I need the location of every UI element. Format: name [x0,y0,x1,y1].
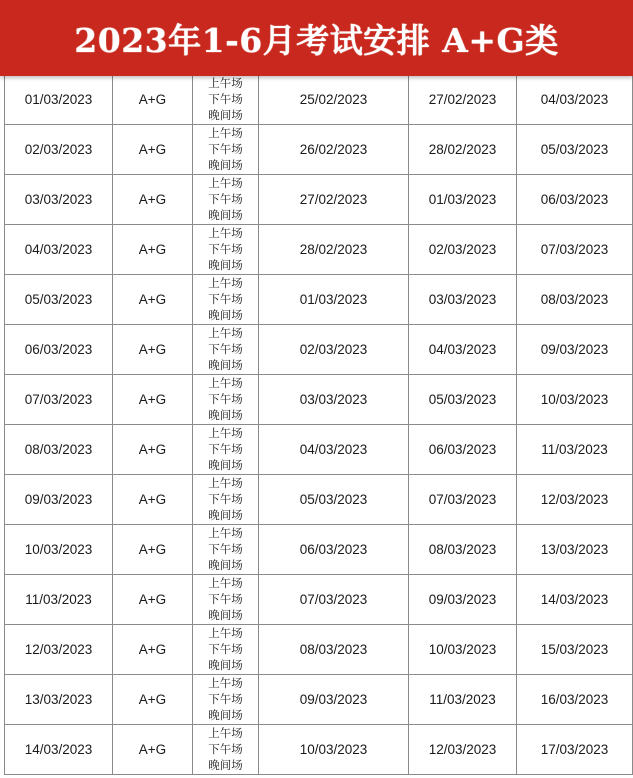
session-label: 上午场 [208,377,243,390]
exam-date-cell: 06/03/2023 [5,325,113,375]
date-cell-3: 09/03/2023 [517,325,633,375]
date-cell-1: 04/03/2023 [259,425,409,475]
table-row [5,525,633,575]
date-cell-3: 17/03/2023 [517,725,633,775]
session-label: 晚间场 [208,259,243,272]
exam-date-cell: 08/03/2023 [5,425,113,475]
session-label: 上午场 [208,477,243,490]
module-cell: A+G [113,175,193,225]
session-label: 晚间场 [208,309,243,322]
date-cell-3: 06/03/2023 [517,175,633,225]
date-cell-2: 08/03/2023 [409,525,517,575]
date-cell-3: 05/03/2023 [517,125,633,175]
session-label: 下午场 [208,543,243,556]
session-label: 上午场 [208,177,243,190]
table-row [5,675,633,725]
module-cell: A+G [113,475,193,525]
module-cell: A+G [113,375,193,425]
session-cell [193,475,259,525]
date-cell-3: 10/03/2023 [517,375,633,425]
date-cell-1: 03/03/2023 [259,375,409,425]
session-label: 晚间场 [208,609,243,622]
date-cell-3: 11/03/2023 [517,425,633,475]
date-cell-2: 11/03/2023 [409,675,517,725]
session-label: 下午场 [208,343,243,356]
title-banner [0,0,633,76]
exam-date-cell: 05/03/2023 [5,275,113,325]
exam-date-cell: 07/03/2023 [5,375,113,425]
session-label: 下午场 [208,593,243,606]
schedule-table-container [4,74,632,775]
table-row [5,275,633,325]
session-label: 下午场 [208,643,243,656]
table-row [5,625,633,675]
exam-date-cell: 09/03/2023 [5,475,113,525]
table-row [5,325,633,375]
table-row [5,125,633,175]
session-label: 晚间场 [208,459,243,472]
session-label: 晚间场 [208,559,243,572]
exam-date-cell: 04/03/2023 [5,225,113,275]
session-cell [193,325,259,375]
session-cell [193,425,259,475]
date-cell-2: 05/03/2023 [409,375,517,425]
date-cell-2: 04/03/2023 [409,325,517,375]
session-label: 下午场 [208,443,243,456]
date-cell-2: 27/02/2023 [409,75,517,125]
table-row [5,425,633,475]
date-cell-3: 14/03/2023 [517,575,633,625]
date-cell-1: 06/03/2023 [259,525,409,575]
session-cell [193,225,259,275]
table-row [5,75,633,125]
module-cell: A+G [113,675,193,725]
session-label: 上午场 [208,227,243,240]
schedule-table [4,74,633,775]
exam-date-cell: 11/03/2023 [5,575,113,625]
date-cell-1: 26/02/2023 [259,125,409,175]
session-label: 下午场 [208,93,243,106]
date-cell-3: 12/03/2023 [517,475,633,525]
exam-date-cell: 12/03/2023 [5,625,113,675]
module-cell: A+G [113,525,193,575]
session-cell [193,625,259,675]
date-cell-3: 08/03/2023 [517,275,633,325]
exam-date-cell: 03/03/2023 [5,175,113,225]
date-cell-2: 09/03/2023 [409,575,517,625]
date-cell-1: 08/03/2023 [259,625,409,675]
date-cell-3: 15/03/2023 [517,625,633,675]
session-label: 下午场 [208,393,243,406]
date-cell-3: 07/03/2023 [517,225,633,275]
module-cell: A+G [113,425,193,475]
date-cell-1: 07/03/2023 [259,575,409,625]
module-cell: A+G [113,325,193,375]
exam-date-cell: 01/03/2023 [5,75,113,125]
module-cell: A+G [113,125,193,175]
session-label: 晚间场 [208,759,243,772]
session-label: 下午场 [208,193,243,206]
session-cell [193,675,259,725]
session-label: 上午场 [208,527,243,540]
exam-date-cell: 14/03/2023 [5,725,113,775]
session-cell [193,75,259,125]
exam-date-cell: 02/03/2023 [5,125,113,175]
session-label: 上午场 [208,127,243,140]
exam-date-cell: 13/03/2023 [5,675,113,725]
session-cell [193,725,259,775]
date-cell-3: 04/03/2023 [517,75,633,125]
session-cell [193,175,259,225]
session-cell [193,125,259,175]
session-cell [193,375,259,425]
table-row [5,725,633,775]
session-label: 晚间场 [208,209,243,222]
table-row [5,375,633,425]
date-cell-2: 03/03/2023 [409,275,517,325]
session-label: 下午场 [208,293,243,306]
date-cell-1: 25/02/2023 [259,75,409,125]
date-cell-2: 12/03/2023 [409,725,517,775]
date-cell-1: 02/03/2023 [259,325,409,375]
date-cell-1: 10/03/2023 [259,725,409,775]
session-label: 晚间场 [208,409,243,422]
session-cell [193,275,259,325]
table-row [5,475,633,525]
table-row [5,175,633,225]
session-cell [193,525,259,575]
session-label: 晚间场 [208,109,243,122]
date-cell-1: 05/03/2023 [259,475,409,525]
session-label: 晚间场 [208,509,243,522]
date-cell-2: 07/03/2023 [409,475,517,525]
module-cell: A+G [113,75,193,125]
date-cell-2: 28/02/2023 [409,125,517,175]
session-label: 上午场 [208,727,243,740]
session-label: 下午场 [208,243,243,256]
session-label: 晚间场 [208,659,243,672]
schedule-table-body [5,75,633,775]
date-cell-1: 27/02/2023 [259,175,409,225]
session-label: 晚间场 [208,159,243,172]
session-label: 晚间场 [208,359,243,372]
date-cell-1: 01/03/2023 [259,275,409,325]
date-cell-1: 28/02/2023 [259,225,409,275]
page-title: 2023年1-6月考试安排 A+G类 [74,20,559,60]
date-cell-2: 06/03/2023 [409,425,517,475]
session-label: 下午场 [208,693,243,706]
date-cell-3: 13/03/2023 [517,525,633,575]
session-label: 下午场 [208,743,243,756]
session-label: 上午场 [208,627,243,640]
session-label: 上午场 [208,327,243,340]
module-cell: A+G [113,275,193,325]
table-row [5,575,633,625]
session-label: 上午场 [208,277,243,290]
date-cell-2: 01/03/2023 [409,175,517,225]
module-cell: A+G [113,225,193,275]
module-cell: A+G [113,575,193,625]
session-label: 晚间场 [208,709,243,722]
session-label: 上午场 [208,77,243,90]
exam-date-cell: 10/03/2023 [5,525,113,575]
session-label: 上午场 [208,677,243,690]
session-label: 下午场 [208,143,243,156]
module-cell: A+G [113,725,193,775]
date-cell-3: 16/03/2023 [517,675,633,725]
session-label: 下午场 [208,493,243,506]
session-cell [193,575,259,625]
date-cell-2: 02/03/2023 [409,225,517,275]
module-cell: A+G [113,625,193,675]
date-cell-2: 10/03/2023 [409,625,517,675]
table-row [5,225,633,275]
date-cell-1: 09/03/2023 [259,675,409,725]
session-label: 上午场 [208,577,243,590]
session-label: 上午场 [208,427,243,440]
